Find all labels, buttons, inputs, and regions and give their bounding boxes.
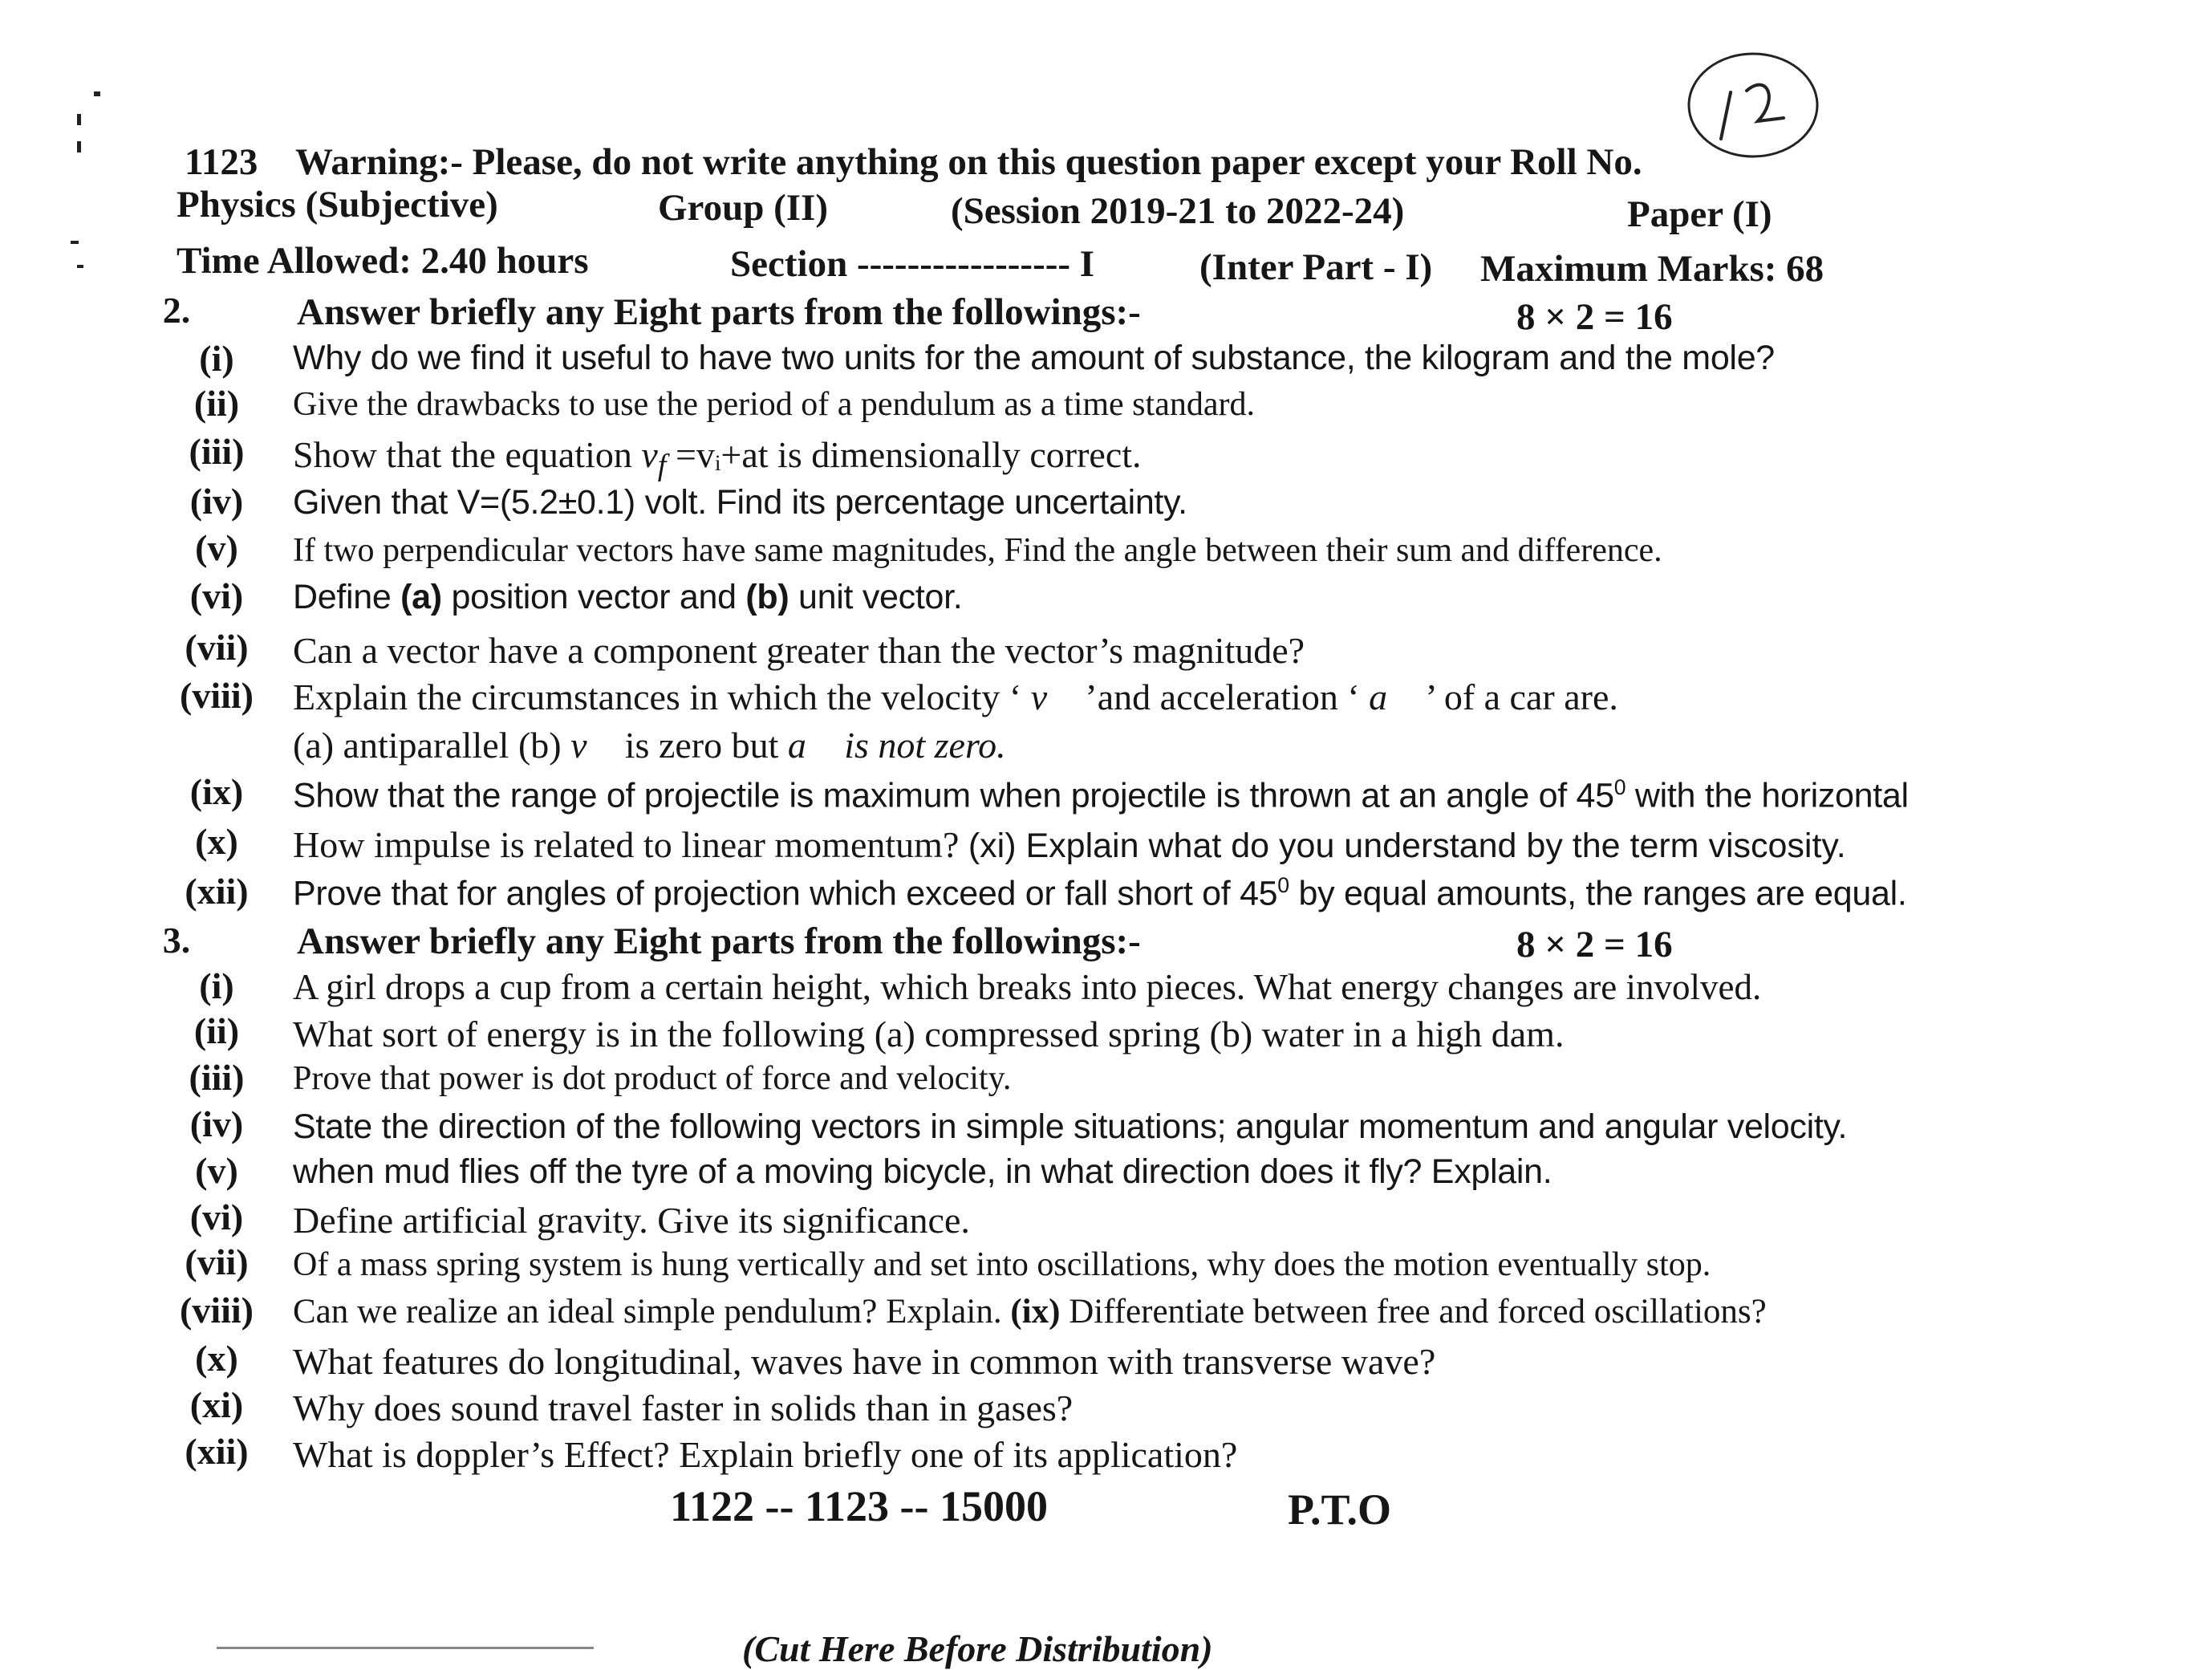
question-text: If two perpendicular vectors have same magnitudes, Find the angle between their sum and difference. xyxy=(293,532,1662,569)
scan-speck xyxy=(94,91,100,96)
scan-speck xyxy=(77,265,83,268)
question-text-part: =vᵢ+at is dimensionally correct. xyxy=(675,434,1142,475)
part-label: (x) xyxy=(195,821,238,862)
part-label: (v) xyxy=(195,1150,238,1191)
part-label: (ii) xyxy=(193,1010,240,1051)
question-text-part: Define xyxy=(293,578,401,616)
part-label: (vii) xyxy=(185,627,249,668)
paper-number: Paper (I) xyxy=(1627,193,1772,235)
question-number: 3. xyxy=(162,920,191,961)
question-text: State the direction of the following vectors in simple situations; angular momentum and angular velocity. xyxy=(293,1107,1848,1146)
question-text-part: Prove that for angles of projection which exceed or fall short of 45 xyxy=(293,874,1278,913)
question-text: Give the drawbacks to use the period of a pendulum as a time standard. xyxy=(293,386,1255,423)
part-label: (iii) xyxy=(189,1057,245,1098)
group: Group (II) xyxy=(658,187,828,229)
question-text: A girl drops a cup from a certain height, which breaks into pieces. What energy changes are involved. xyxy=(293,967,1762,1007)
question-text: What is doppler’s Effect? Explain briefly one of its application? xyxy=(293,1434,1238,1475)
part-label: (viii) xyxy=(180,675,254,716)
question-marks: 8 × 2 = 16 xyxy=(1516,924,1673,965)
section: Section ----------------- I xyxy=(730,243,1095,285)
question-text: What features do longitudinal, waves have in common with transverse wave? xyxy=(293,1341,1436,1382)
question-text-part: Show that the range of projectile is maximum when projectile is thrown at an angle of 45 xyxy=(293,776,1614,815)
part-label: (xi) xyxy=(189,1384,244,1425)
question-text-part: Differentiate between free and forced oscillations? xyxy=(1069,1293,1767,1331)
question-marks: 8 × 2 = 16 xyxy=(1516,296,1673,338)
question-text-part: ’ of a car are. xyxy=(1425,677,1618,717)
session: (Session 2019-21 to 2022-24) xyxy=(951,190,1405,232)
question-text-part: unit vector. xyxy=(798,578,963,616)
question-text-part: How impulse is related to linear momentum? xyxy=(293,824,968,865)
question-text-part: is not zero. xyxy=(844,725,1006,766)
question-text-part: (ix) xyxy=(1010,1293,1061,1331)
question-text-part: ’and acceleration ‘ xyxy=(1085,677,1360,717)
question-text: Prove that power is dot product of force and velocity. xyxy=(293,1060,1012,1097)
question-number: 2. xyxy=(162,290,191,331)
question-instruction: Answer briefly any Eight parts from the followings:- xyxy=(297,920,1141,962)
cut-line-text: (Cut Here Before Distribution) xyxy=(742,1628,1213,1669)
maximum-marks: Maximum Marks: 68 xyxy=(1480,248,1824,290)
question-text-part: (xi) Explain what do you understand by the term viscosity. xyxy=(968,827,1846,865)
cut-line xyxy=(217,1647,594,1649)
scan-speck xyxy=(77,141,81,152)
part-label: (vii) xyxy=(185,1241,249,1282)
part-label: (viii) xyxy=(180,1290,254,1331)
question-text: Define artificial gravity. Give its significance. xyxy=(293,1200,970,1241)
footer-code: 1122 -- 1123 -- 15000 xyxy=(670,1482,1048,1530)
part-label: (iii) xyxy=(189,431,245,472)
part-label: (xii) xyxy=(185,1431,249,1472)
question-text: Show that the range of projectile is maximum when projectile is thrown at an angle of $45^0$ with the horizontal xyxy=(293,775,1909,815)
part-label: (iv) xyxy=(189,1103,244,1144)
question-text-part: Show that the equation xyxy=(293,434,632,475)
question-text-part: (a) xyxy=(400,578,442,616)
question-text: Of a mass spring system is hung vertically and set into oscillations, why does the motion eventually stop. xyxy=(293,1246,1711,1283)
part-label: (i) xyxy=(199,338,234,379)
question-text: What sort of energy is in the following (a) compressed spring (b) water in a high dam. xyxy=(293,1014,1565,1054)
question-text: Prove that for angles of projection which exceed or fall short of $45^0$ by equal amounts, the ranges are equal. xyxy=(293,873,1907,913)
handwritten-page-number-mark xyxy=(1681,44,1825,165)
question-text: when mud flies off the tyre of a moving bicycle, in what direction does it fly? Explain. xyxy=(293,1152,1552,1191)
part-label: (i) xyxy=(199,965,234,1006)
scan-speck xyxy=(71,241,79,244)
question-text xyxy=(293,578,962,617)
paper-code: 1123 xyxy=(185,141,258,183)
question-text xyxy=(293,823,1846,866)
part-label: (ix) xyxy=(189,771,244,812)
question-text-part: Explain the circumstances in which the velocity ‘ xyxy=(293,677,1022,717)
scan-speck xyxy=(77,114,81,125)
question-text: Explain the circumstances in which the velocity ‘ v⃗ ’and acceleration ‘ a⃗ ’ of a car are. xyxy=(293,677,1618,717)
question-text xyxy=(293,1292,1767,1331)
time-allowed: Time Allowed: 2.40 hours xyxy=(177,240,589,282)
question-text-part: (a) antiparallel (b) xyxy=(293,725,562,766)
part-label: (x) xyxy=(195,1338,238,1379)
inter-part: (Inter Part - I) xyxy=(1199,246,1433,288)
question-text: Why does sound travel faster in solids than in gases? xyxy=(293,1388,1074,1428)
question-text-part: with the horizontal xyxy=(1634,776,1909,815)
question-instruction: Answer briefly any Eight parts from the followings:- xyxy=(297,291,1141,333)
question-text: Show that the equation $v_f$ =vᵢ+at is dimensionally correct. xyxy=(293,434,1142,483)
question-text-part: position vector and xyxy=(451,578,746,616)
question-text: Can a vector have a component greater than the vector’s magnitude? xyxy=(293,630,1305,671)
question-text-part: by equal amounts, the ranges are equal. xyxy=(1298,874,1907,913)
part-label: (v) xyxy=(195,527,238,568)
footer-pto: P.T.O xyxy=(1288,1485,1392,1534)
question-text: Why do we find it useful to have two units for the amount of substance, the kilogram and the mole? xyxy=(293,339,1775,377)
part-label: (vi) xyxy=(189,575,244,616)
question-text-part: is zero but xyxy=(624,725,779,766)
question-text-part: Can we realize an ideal simple pendulum? Explain. xyxy=(293,1293,1011,1331)
part-label: (iv) xyxy=(189,481,244,522)
subject: Physics (Subjective) xyxy=(177,184,498,226)
question-text-part: (b) xyxy=(745,578,789,616)
part-label: (ii) xyxy=(193,383,240,424)
question-text: Given that V=(5.2±0.1) volt. Find its percentage uncertainty. xyxy=(293,483,1187,522)
warning-text: Warning:- Please, do not write anything on this question paper except your Roll No. xyxy=(295,141,1642,183)
part-label: (xii) xyxy=(185,871,249,912)
question-text: (a) antiparallel (b) v⃗ is zero but a⃗ is not zero. xyxy=(293,725,1006,766)
part-label: (vi) xyxy=(189,1197,244,1237)
